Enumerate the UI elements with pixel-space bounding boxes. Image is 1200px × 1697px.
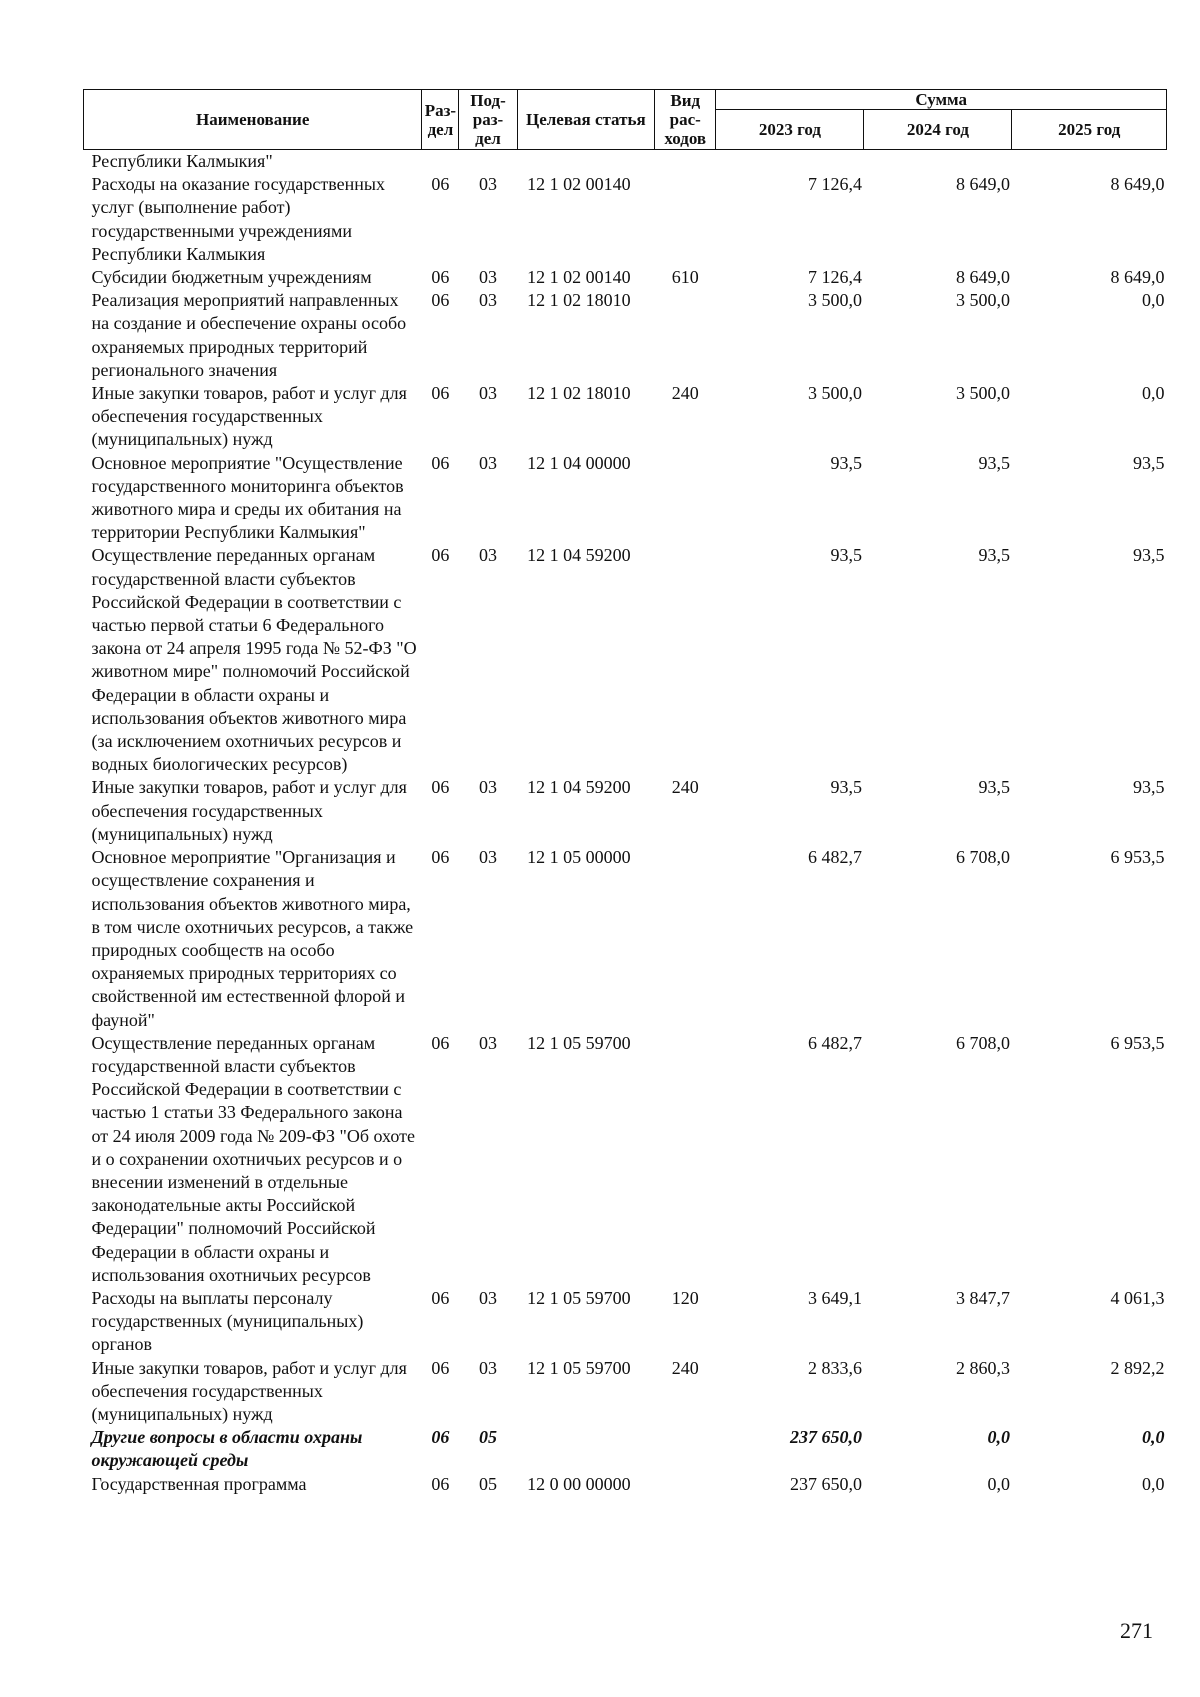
row-sum-2024: 6 708,0 xyxy=(955,1032,1010,1053)
row-sum-2024 xyxy=(864,150,1012,174)
row-sum-2024: 3 847,7 xyxy=(955,1287,1010,1308)
row-sum-2024: 0,0 xyxy=(987,1473,1010,1494)
row-vid-rashodov xyxy=(655,846,716,1032)
row-podrazdel: 03 xyxy=(479,545,497,566)
row-name: Иные закупки товаров, работ и услуг для обеспечения государственных (муниципальных) нужд xyxy=(91,383,407,450)
row-razdel: 06 xyxy=(431,777,450,798)
row-razdel: 06 xyxy=(431,1032,450,1053)
row-sum-2025: 93,5 xyxy=(1133,452,1165,473)
row-razdel: 06 xyxy=(431,174,450,195)
row-celevaya-statya: 12 1 05 59700 xyxy=(527,1287,631,1308)
row-podrazdel: 03 xyxy=(479,267,497,288)
row-name: Расходы на выплаты персоналу государственных (муниципальных) органов xyxy=(91,1287,364,1355)
row-vid-rashodov xyxy=(655,544,716,776)
row-sum-2025: 8 649,0 xyxy=(1110,174,1165,195)
table-row xyxy=(84,1287,1167,1357)
header-name: Наименование xyxy=(84,90,422,150)
row-celevaya-statya: 12 1 04 00000 xyxy=(527,452,631,473)
row-vid-rashodov: 240 xyxy=(671,383,699,404)
table-row xyxy=(84,266,1167,289)
row-sum-2023: 7 126,4 xyxy=(807,174,862,195)
budget-table xyxy=(83,89,1167,1496)
table-row xyxy=(84,846,1167,1032)
row-vid-rashodov xyxy=(655,289,716,382)
row-name: Реализация мероприятий направленных на создание и обеспечение охраны особо охраняемых природных территорий регионального значения xyxy=(91,290,407,380)
row-sum-2024: 8 649,0 xyxy=(955,267,1010,288)
header-year-2023: 2023 год xyxy=(716,110,864,150)
row-vid-rashodov xyxy=(655,1473,716,1496)
row-sum-2023: 237 650,0 xyxy=(789,1473,862,1494)
row-sum-2025: 93,5 xyxy=(1133,777,1165,798)
row-razdel: 06 xyxy=(431,1357,450,1378)
table-row xyxy=(84,544,1167,776)
row-celevaya-statya: 12 1 02 00140 xyxy=(527,267,631,288)
header-year-2025: 2025 год xyxy=(1012,110,1167,150)
row-name: Осуществление переданных органам государственной власти субъектов Российской Федерации в соответствии с частью первой статьи 6 Федерального закона от 24 апреля 1995 года № 52-ФЗ "О животном мире" полномочий Российской Федерации в области охраны и использования объектов животного мира (за исключением охотничьих ресурсов и водных биологических ресурсов) xyxy=(91,545,417,775)
row-podrazdel: 03 xyxy=(479,777,497,798)
row-razdel: 06 xyxy=(431,1287,450,1308)
table-row xyxy=(84,173,1167,266)
row-podrazdel: 05 xyxy=(479,1427,497,1448)
row-sum-2025: 8 649,0 xyxy=(1110,267,1165,288)
row-sum-2025: 4 061,3 xyxy=(1110,1287,1165,1308)
row-razdel: 06 xyxy=(431,1427,450,1448)
row-sum-2024: 3 500,0 xyxy=(955,383,1010,404)
row-podrazdel: 03 xyxy=(479,847,497,868)
row-podrazdel: 03 xyxy=(479,1032,497,1053)
row-razdel: 06 xyxy=(431,847,450,868)
row-name: Осуществление переданных органам государственной власти субъектов Российской Федерации в соответствии с частью 1 статьи 33 Федерального закона от 24 июля 2009 года № 209-ФЗ "Об охоте и о сохранении охотничьих ресурсов и о внесении изменений в отдельные законодательные акты Российской Федерации" полномочий Российской Федерации в области охраны и использования охотничьих ресурсов xyxy=(91,1032,415,1285)
row-podrazdel: 03 xyxy=(479,1357,497,1378)
row-celevaya-statya xyxy=(517,1426,654,1472)
row-sum-2023: 6 482,7 xyxy=(807,847,862,868)
row-sum-2025: 6 953,5 xyxy=(1110,1032,1165,1053)
row-sum-2025: 0,0 xyxy=(1142,290,1165,311)
table-row xyxy=(84,1032,1167,1287)
page-number: 271 xyxy=(1120,1618,1153,1643)
row-sum-2025: 93,5 xyxy=(1133,545,1165,566)
table-row xyxy=(84,452,1167,545)
header-summa: Сумма xyxy=(716,90,1167,110)
row-sum-2024: 6 708,0 xyxy=(955,847,1010,868)
table-body xyxy=(84,150,1167,1496)
row-vid-rashodov: 610 xyxy=(671,267,699,288)
row-sum-2025: 0,0 xyxy=(1142,383,1165,404)
row-name: Иные закупки товаров, работ и услуг для обеспечения государственных (муниципальных) нужд xyxy=(91,777,407,844)
table-row xyxy=(84,776,1167,846)
row-razdel: 06 xyxy=(431,452,450,473)
row-sum-2024: 2 860,3 xyxy=(955,1357,1010,1378)
row-sum-2023: 3 500,0 xyxy=(807,290,862,311)
row-vid-rashodov: 120 xyxy=(671,1287,699,1308)
row-celevaya-statya: 12 0 00 00000 xyxy=(527,1473,631,1494)
header-vid-rashodov: Вид рас-ходов xyxy=(655,90,716,150)
row-sum-2023 xyxy=(716,150,864,174)
row-celevaya-statya: 12 1 04 59200 xyxy=(527,545,631,566)
row-vid-rashodov xyxy=(655,150,716,174)
row-celevaya-statya: 12 1 05 59700 xyxy=(527,1032,631,1053)
row-name: Иные закупки товаров, работ и услуг для обеспечения государственных (муниципальных) нужд xyxy=(91,1357,407,1424)
row-sum-2025: 0,0 xyxy=(1142,1427,1165,1448)
row-sum-2023: 7 126,4 xyxy=(807,267,862,288)
row-sum-2023: 93,5 xyxy=(830,452,862,473)
row-name: Основное мероприятие "Организация и осуществление сохранения и использования объектов животного мира, в том числе охотничьих ресурсов, а также природных сообществ на особо охраняемых природных территориях со свойственной им естественной флорой и фауной" xyxy=(91,847,414,1030)
header-year-2024: 2024 год xyxy=(864,110,1012,150)
row-name: Другие вопросы в области охраны окружающей среды xyxy=(91,1427,363,1471)
row-vid-rashodov xyxy=(655,1426,716,1472)
row-vid-rashodov xyxy=(655,173,716,266)
row-sum-2023: 3 500,0 xyxy=(807,383,862,404)
row-podrazdel: 03 xyxy=(479,383,497,404)
row-celevaya-statya: 12 1 02 18010 xyxy=(527,383,631,404)
row-celevaya-statya: 12 1 05 00000 xyxy=(527,847,631,868)
table-row xyxy=(84,150,1167,174)
row-razdel xyxy=(422,150,459,174)
row-vid-rashodov xyxy=(655,1032,716,1287)
row-sum-2023: 93,5 xyxy=(830,777,862,798)
row-razdel: 06 xyxy=(431,1473,450,1494)
row-sum-2025: 6 953,5 xyxy=(1110,847,1165,868)
header-podrazdel: Под-раз-дел xyxy=(459,90,517,150)
row-podrazdel: 03 xyxy=(479,1287,497,1308)
row-razdel: 06 xyxy=(431,267,450,288)
row-razdel: 06 xyxy=(431,383,450,404)
row-vid-rashodov xyxy=(655,452,716,545)
row-celevaya-statya: 12 1 04 59200 xyxy=(527,777,631,798)
row-sum-2024: 93,5 xyxy=(978,777,1010,798)
table-header xyxy=(84,90,1167,150)
row-sum-2023: 3 649,1 xyxy=(807,1287,862,1308)
row-vid-rashodov: 240 xyxy=(671,777,699,798)
row-razdel: 06 xyxy=(431,290,450,311)
row-podrazdel: 05 xyxy=(479,1473,497,1494)
row-podrazdel: 03 xyxy=(479,452,497,473)
row-podrazdel xyxy=(459,150,517,174)
header-razdel: Раз-дел xyxy=(422,90,459,150)
row-vid-rashodov: 240 xyxy=(671,1357,699,1378)
row-sum-2023: 6 482,7 xyxy=(807,1032,862,1053)
row-sum-2023: 2 833,6 xyxy=(807,1357,862,1378)
row-podrazdel: 03 xyxy=(479,290,497,311)
row-sum-2023: 93,5 xyxy=(830,545,862,566)
row-sum-2025: 2 892,2 xyxy=(1110,1357,1165,1378)
row-sum-2024: 0,0 xyxy=(987,1427,1010,1448)
header-celevaya-statya: Целевая статья xyxy=(517,90,654,150)
row-sum-2025: 0,0 xyxy=(1142,1473,1165,1494)
table-row xyxy=(84,289,1167,382)
row-sum-2025 xyxy=(1012,150,1167,174)
row-sum-2024: 8 649,0 xyxy=(955,174,1010,195)
row-name: Государственная программа xyxy=(91,1473,307,1494)
row-name: Расходы на оказание государственных услуг (выполнение работ) государственными учреждениями Республики Калмыкия xyxy=(91,174,385,264)
table-row xyxy=(84,1426,1167,1472)
row-celevaya-statya: 12 1 02 18010 xyxy=(527,290,631,311)
row-name: Субсидии бюджетным учреждениям xyxy=(91,267,372,288)
row-sum-2024: 3 500,0 xyxy=(955,290,1010,311)
row-sum-2023: 237 650,0 xyxy=(789,1427,862,1448)
row-sum-2024: 93,5 xyxy=(978,452,1010,473)
row-podrazdel: 03 xyxy=(479,174,497,195)
table-row xyxy=(84,1473,1167,1496)
table-row xyxy=(84,382,1167,452)
row-celevaya-statya: 12 1 02 00140 xyxy=(527,174,631,195)
row-sum-2024: 93,5 xyxy=(978,545,1010,566)
row-celevaya-statya: 12 1 05 59700 xyxy=(527,1357,631,1378)
row-name: Основное мероприятие "Осуществление государственного мониторинга объектов животного мира и среды их обитания на территории Республики Калмыкия" xyxy=(91,452,404,543)
row-name: Республики Калмыкия" xyxy=(91,151,273,171)
table-row xyxy=(84,1357,1167,1427)
row-celevaya-statya xyxy=(517,150,654,174)
row-razdel: 06 xyxy=(431,545,450,566)
